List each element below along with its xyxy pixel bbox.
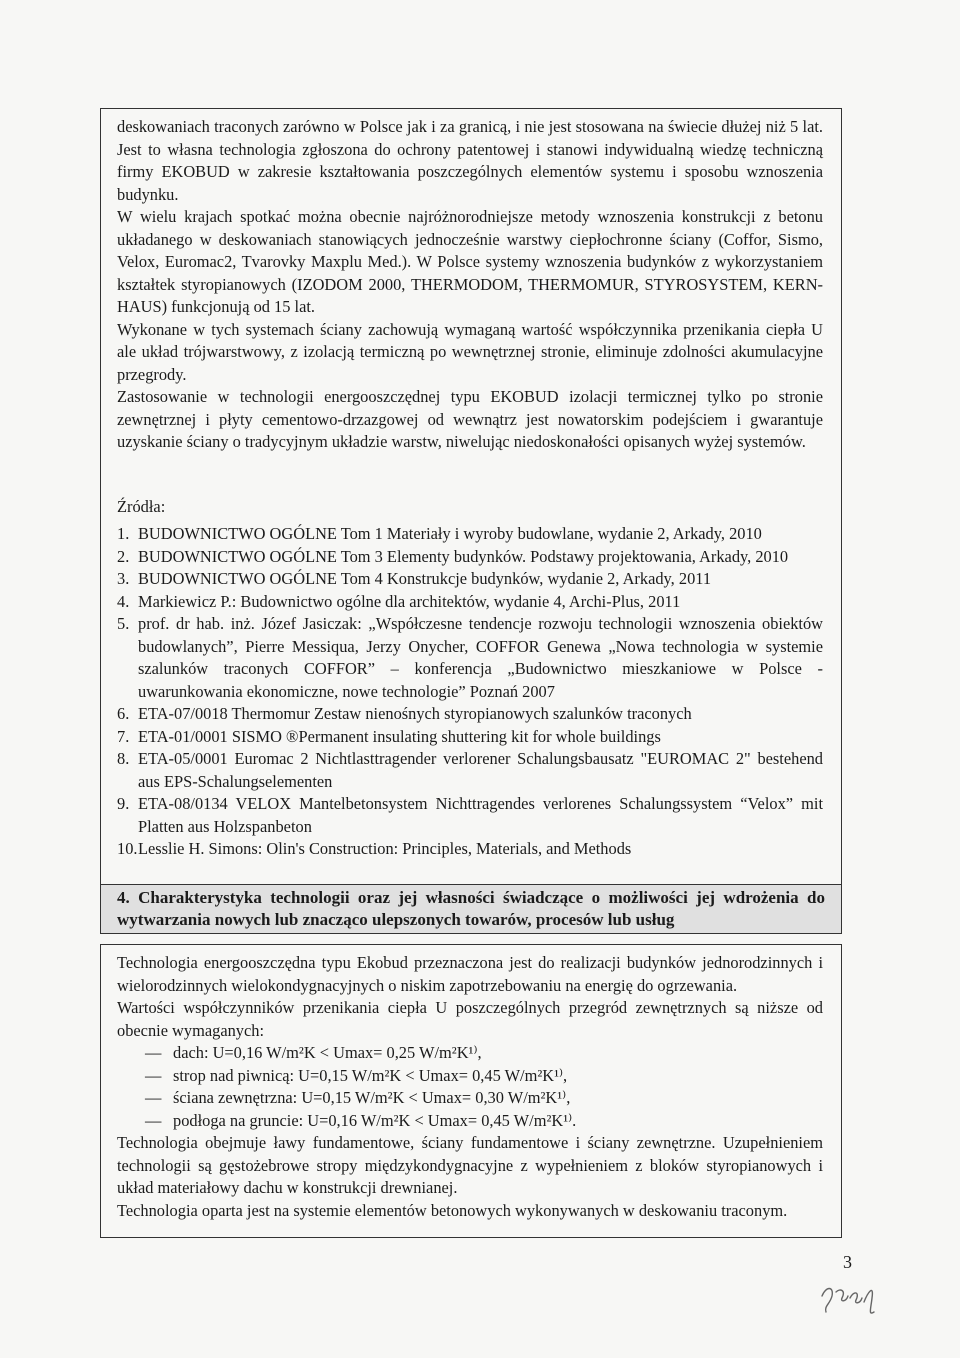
source-item: 3. BUDOWNICTWO OGÓLNE Tom 4 Konstrukcje budynków, wydanie 2, Arkady, 2011 [117,569,712,588]
dash-icon: — [145,1110,162,1130]
paragraph-methods: W wielu krajach spotkać można obecnie najróżnorodniejsze metody wznoszenia konstrukcji z betonu układanego w deskowaniach stanowiących jednocześnie warstwy ciepłochronne ściany (Coffor, Sismo, Velox, Euromac2, Tvarovky Maxplu Med.). W Polsce systemy wznoszenia budynków z wykorzystaniem kształtek styropianowych (IZODOM 2000, THERMODOM, THERMOMUR, STYROSYSTEM, KERN-HAUS) funkcjonują od 15 lat. [117,207,823,316]
source-item: 5. prof. dr hab. inż. Józef Jasiczak: „Współczesne tendencje rozwoju technologii wznoszenia obiektów budowlanych”, Pierre Messiqua, Jerzy Onycher, COFFOR Genewa „Nowa technologia w systemie szalunków traconych COFFOR” – konferencja „Budownictwo mieszkaniowe w Polsce - uwarunkowania ekonomiczne, nowe technologie” Poznań 2007 [117,614,823,701]
paragraph-intro: deskowaniach traconych zarówno w Polsce jak i za granicą, i nie jest stosowana na świecie dłużej niż 5 lat. Jest to własna technologia zgłoszona do ochrony patentowej i stanowi indywidualną wiedzę techniczną firmy EKOBUD w zakresie kształtowania poszczególnych elementów systemu i sposobu wznoszenia budynku. [117,117,823,204]
u-values-list [117,1042,823,1132]
dash-icon: — [145,1065,162,1085]
source-item: 1. BUDOWNICTWO OGÓLNE Tom 1 Materiały i wyroby budowlane, wydanie 2, Arkady, 2010 [117,524,762,543]
section-scope-paragraph: Technologia obejmuje ławy fundamentowe, ściany fundamentowe i ściany zewnętrzne. Uzupełnieniem technologii są gęstożebrowe stropy międzykondygnacyjne z wypełnieniem z bloków styropianowych i układ materiałowy dachu w konstrukcji drewnianej. [117,1133,823,1197]
source-item: 7. ETA-01/0001 SISMO ®Permanent insulating shuttering kit for whole buildings [117,726,661,746]
top-text-block [117,116,823,454]
source-item: 9. ETA-08/0134 VELOX Mantelbetonsystem Nichttragendes verlorenes Schalungssystem “Velox” mit Platten aus Holzspanbeton [117,794,823,836]
bullet-item: — podłoga na gruncie: U=0,16 W/m²K < Umax= 0,45 W/m²K¹⁾. [117,1110,823,1133]
section-intro-paragraph: Technologia energooszczędna typu Ekobud przeznaczona jest do realizacji budynków jednorodzinnych i wielorodzinnych wielokondygnacyjnych o niskim zapotrzebowaniu na energię do ogrzewania. [117,953,823,995]
source-item: 4. Markiewicz P.: Budownictwo ogólne dla architektów, wydanie 4, Archi-Plus, 2011 [117,591,681,611]
section-closing-paragraph: Technologia oparta jest na systemie elementów betonowych wykonywanych w deskowaniu traconym. [117,1200,788,1220]
bullet-item: — ściana zewnętrzna: U=0,15 W/m²K < Umax= 0,30 W/m²K¹⁾, [117,1087,823,1110]
paragraph-ekobud: Zastosowanie w technologii energooszczędnej typu EKOBUD izolacji termicznej tylko po stronie zewnętrznej i płyty cementowo-drzazgowej od wewnątrz jest nowatorskim podejściem i gwarantuje uzyskanie ściany o tradycyjnym układzie warstw, niwelując niedoskonałości opisanych wyżej systemów. [117,387,823,451]
section-text-block [117,952,823,1222]
section-heading: 4. Charakterystyka technologii oraz jej własności świadczące o możliwości jej wdrożenia do wytwarzania nowych lub znacząco ulepszonych towarów, procesów lub usług [100,884,842,934]
page-number: 3 [843,1252,852,1272]
source-item: 10. Lesslie H. Simons: Olin's Construction: Principles, Materials, and Methods [117,839,632,858]
sources-title: Źródła: [117,497,166,516]
dash-icon: — [145,1043,162,1062]
sources-list [117,523,823,861]
handwritten-signature [818,1278,888,1318]
source-item: 2. BUDOWNICTWO OGÓLNE Tom 3 Elementy budynków. Podstawy projektowania, Arkady, 2010 [117,546,789,566]
bullet-item: — strop nad piwnicą: U=0,15 W/m²K < Umax= 0,45 W/m²K¹⁾, [117,1065,823,1088]
dash-icon: — [145,1088,162,1107]
paragraph-walls: Wykonane w tych systemach ściany zachowują wymaganą wartość współczynnika przenikania ciepła U ale układ trójwarstwowy, z izolacją termiczną po wewnętrznej stronie, eliminuje zdolności akumulacyjne przegrody. [117,319,823,384]
section-values-paragraph: Wartości współczynników przenikania ciepła U poszczególnych przegród zewnętrznych są niższe od obecnie wymaganych: [117,998,823,1040]
source-item: 6. ETA-07/0018 Thermomur Zestaw nienośnych styropianowych szalunków traconych [117,704,692,723]
bullet-item: — dach: U=0,16 W/m²K < Umax= 0,25 W/m²K¹⁾, [117,1042,823,1065]
source-item: 8. ETA-05/0001 Euromac 2 Nichtlasttragender verlorener Schalungsbausatz "EUROMAC 2" bestehend aus EPS-Schalungselementen [117,749,823,791]
